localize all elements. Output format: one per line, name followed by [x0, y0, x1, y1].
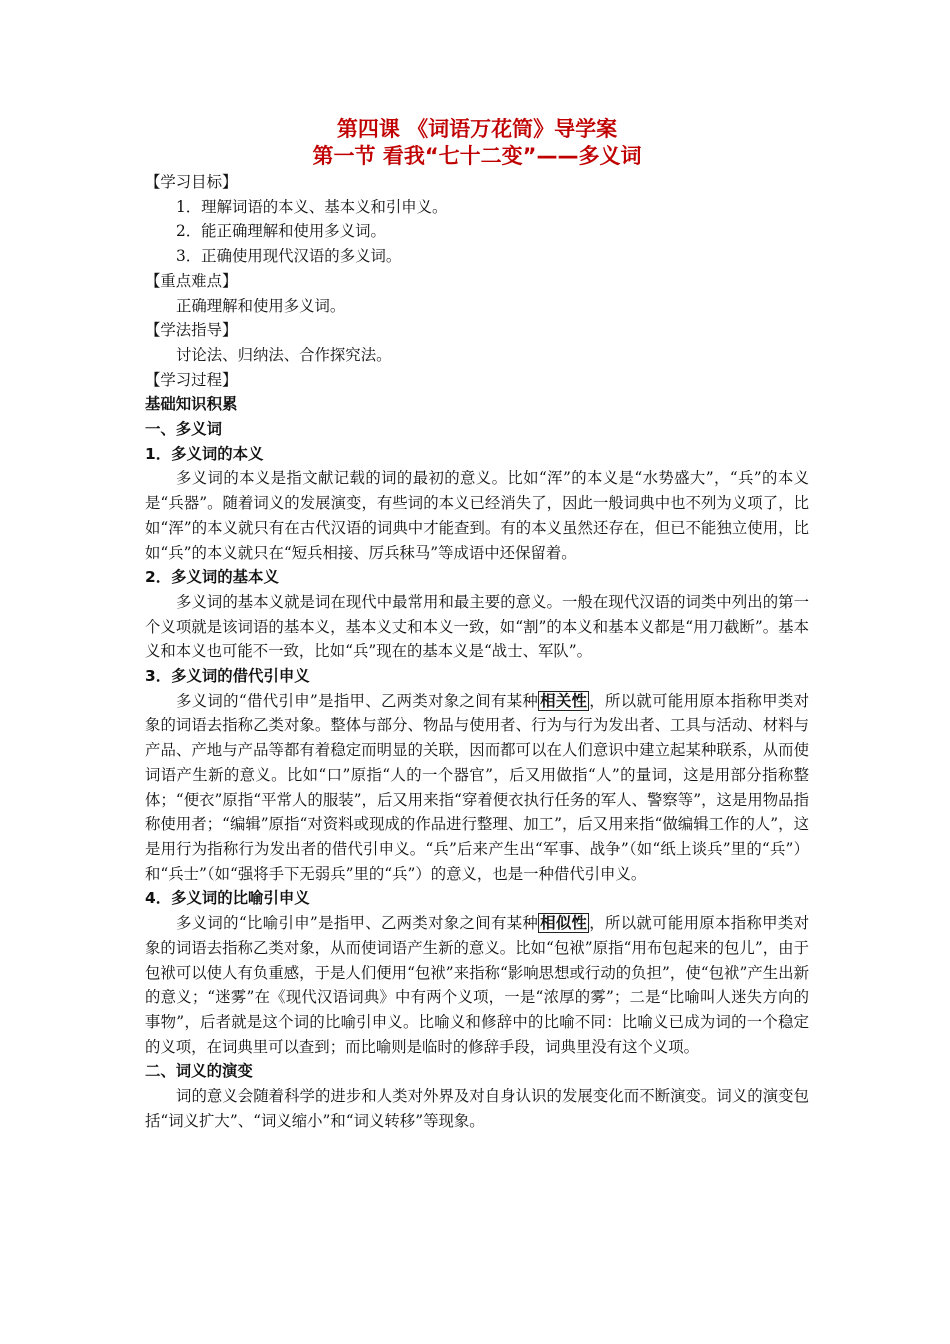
difficulty-text: 正确理解和使用多义词。 [176, 296, 346, 315]
text-span: 多义词的“比喻引申”是指甲、乙两类对象之间有某种 [176, 914, 539, 933]
section-one-heading: 一、多义词 [145, 420, 222, 439]
section-title: 第一节 看我“七十二变”——多义词 [312, 144, 642, 168]
goal-item: 2．能正确理解和使用多义词。 [176, 222, 386, 241]
basic-heading: 基础知识积累 [145, 395, 238, 414]
method-heading: 【学法指导】 [145, 321, 238, 340]
boxed-term: 相关性 [540, 691, 588, 710]
process-heading: 【学习过程】 [145, 370, 238, 389]
subsection-2-text [145, 590, 809, 664]
goal-item: 3．正确使用现代汉语的多义词。 [176, 247, 402, 266]
paragraph: 词的意义会随着科学的进步和人类对外界及对自身认识的发展变化而不断演变。词义的演变包括“词义扩大”、“词义缩小”和“词义转移”等现象。 [145, 1087, 809, 1130]
document-page [145, 116, 809, 1133]
paragraph [145, 911, 809, 1059]
section-two-text [145, 1084, 809, 1133]
subsection-3-text [145, 689, 809, 887]
paragraph [145, 689, 809, 887]
text-span: 多义词的“借代引申”是指甲、乙两类对象之间有某种 [176, 691, 539, 710]
lesson-title: 第四课 《词语万花筒》导学案 [336, 117, 618, 141]
subsection-4-text [145, 911, 809, 1059]
section-two-heading: 二、词义的演变 [145, 1062, 253, 1081]
subsection-1-heading: 1．多义词的本义 [145, 444, 264, 463]
difficulty-heading: 【重点难点】 [145, 271, 238, 290]
goal-item: 1．理解词语的本义、基本义和引申义。 [176, 197, 448, 216]
text-span: ，所以就可能用原本指称甲类对象的词语去指称乙类对象，从而使词语产生新的意义。比如“包袱”原指“用布包起来的包儿”，由于包袱可以使人有负重感，于是人们便用“包袱”来指称“影响思想或行动的负担”，使“包袱”产生出新的意义；“迷雾”在《现代汉语词典》中有两个义项，一是“浓厚的雾”；二是“比喻叫人迷失方向的事物”，后者就是这个词的比喻引申义。比喻义和修辞中的比喻不同：比喻义已成为词的一个稳定的义项，在词典里可以查到；而比喻则是临时的修辞手段，词典里没有这个义项。 [145, 914, 809, 1056]
subsection-3-heading: 3．多义词的借代引申义 [145, 667, 310, 686]
method-text: 讨论法、归纳法、合作探究法。 [176, 345, 392, 364]
paragraph: 多义词的本义是指文献记载的词的最初的意义。比如“浑”的本义是“水势盛大”，“兵”的本义是“兵器”。随着词义的发展演变，有些词的本义已经消失了，因此一般词典中也不列为义项了，比如“浑”的本义就只有在古代汉语的词典中才能查到。有的本义虽然还存在，但已不能独立使用，比如“兵”的本义就只在“短兵相接、厉兵秣马”等成语中还保留着。 [145, 469, 809, 562]
subsection-4-heading: 4．多义词的比喻引申义 [145, 889, 310, 908]
subsection-2-heading: 2．多义词的基本义 [145, 568, 279, 587]
text-span: ，所以就可能用原本指称甲类对象的词语去指称乙类对象。整体与部分、物品与使用者、行为与行为发出者、工具与活动、材料与产品、产地与产品等都有着稳定而明显的关联，因而都可以在人们意识中建立起某种联系，从而使词语产生新的意义。比如“口”原指“人的一个器官”，后又用做指“人”的量词，这是用部分指称整体；“便衣”原指“平常人的服装”，后又用来指“穿着便衣执行任务的军人、警察等”，这是用物品指称使用者；“编辑”原指“对资料或现成的作品进行整理、加工”，后又用来指“做编辑工作的人”，这是用行为指称行为发出者的借代引申义。“兵”后来产生出“军事、战争”（如“纸上谈兵”里的“兵”）和“兵士”（如“强将手下无弱兵”里的“兵”）的意义，也是一种借代引申义。 [145, 691, 809, 883]
subsection-1-text [145, 466, 809, 565]
paragraph: 多义词的基本义就是词在现代中最常用和最主要的意义。一般在现代汉语的词类中列出的第一个义项就是该词语的基本义，基本义丈和本义一致，如“割”的本义和基本义都是“用刀截断”。基本义和本义也可能不一致，比如“兵”现在的基本义是“战士、军队”。 [145, 592, 809, 661]
goals-heading: 【学习目标】 [145, 173, 238, 191]
boxed-term: 相似性 [540, 914, 588, 933]
